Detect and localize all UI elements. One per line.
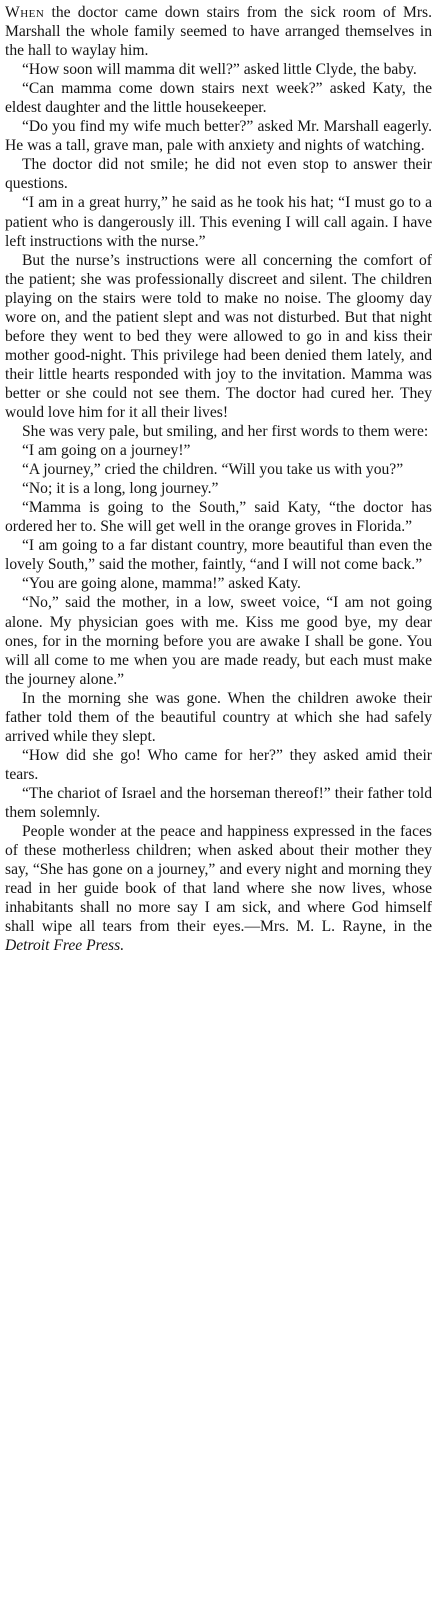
article-paragraph-1 <box>5 3 432 60</box>
article-paragraph-18: “The chariot of Israel and the horseman thereof!” their father told them solemnly. <box>5 784 432 821</box>
article-paragraph-16: In the morning she was gone. When the children awoke their father told them of the beautiful country at which she had safely arrived while they slept. <box>5 689 432 745</box>
article-paragraph-9: “I am going on a journey!” <box>22 442 191 460</box>
article-paragraph-11: “No; it is a long, long journey.” <box>22 480 219 498</box>
article-paragraph-10: “A journey,” cried the children. “Will you take us with you?” <box>22 461 404 479</box>
article-paragraph-13: “I am going to a far distant country, more beautiful than even the lovely South,” said the mother, faintly, “and I will not come back.” <box>5 537 432 574</box>
paragraph-text: the doctor came down stairs from the sick room of Mrs. Marshall the whole family seemed to have arranged themselves in the hall to waylay him. <box>5 4 433 60</box>
article-paragraph-3: “Can mamma come down stairs next week?” asked Katy, the eldest daughter and the little housekeeper. <box>5 80 432 117</box>
article-paragraph-14: “You are going alone, mamma!” asked Katy. <box>22 575 301 593</box>
source-credit: Detroit Free Press. <box>5 937 125 955</box>
article-paragraph-15: “No,” said the mother, in a low, sweet voice, “I am not going alone. My physician goes with me. Kiss me good bye, my dear ones, for in the morning before you are awake I shall be gone. You will all come to me when you are made ready, but each must make the journey alone.” <box>5 594 432 688</box>
article-paragraph-12: “Mamma is going to the South,” said Katy, “the doctor has ordered her to. She will get well in the orange groves in Florida.” <box>5 499 432 536</box>
article-paragraph-4: “Do you find my wife much better?” asked Mr. Marshall eagerly. He was a tall, grave man, pale with anxiety and nights of watching. <box>5 118 432 155</box>
paragraph-text: People wonder at the peace and happiness expressed in the faces of these motherless children; when asked about their mother they say, “She has gone on a journey,” and every night and morning they read in her guide book of that land where she now lives, whose inhabitants shall no more say I am sick, and where God himself shall wipe all tears from their eyes.—Mrs. M. L. Rayne, in the <box>5 823 432 936</box>
article-paragraph-19 <box>5 822 432 955</box>
article-paragraph-8: She was very pale, but smiling, and her first words to them were: <box>22 423 429 441</box>
opening-word: When <box>5 4 45 21</box>
article-paragraph-5: The doctor did not smile; he did not even stop to answer their questions. <box>5 156 432 193</box>
article-paragraph-17: “How did she go! Who came for her?” they asked amid their tears. <box>5 746 432 783</box>
article-paragraph-7: But the nurse’s instructions were all concerning the comfort of the patient; she was professionally discreet and silent. The children playing on the stairs were told to make no noise. The gloomy day wore on, and the patient slept and was not disturbed. But that night before they went to bed they were allowed to go in and kiss their mother good-night. This privilege had been denied them lately, and their little hearts responded with joy to the invitation. Mamma was better or she could not see them. The doctor had cured her. They would love him for it all their lives! <box>5 251 432 421</box>
article-paragraph-6: “I am in a great hurry,” he said as he took his hat; “I must go to a patient who is dangerously ill. This evening I will call again. I have left instructions with the nurse.” <box>5 194 432 250</box>
article-paragraph-2: “How soon will mamma dit well?” asked little Clyde, the baby. <box>22 61 417 79</box>
